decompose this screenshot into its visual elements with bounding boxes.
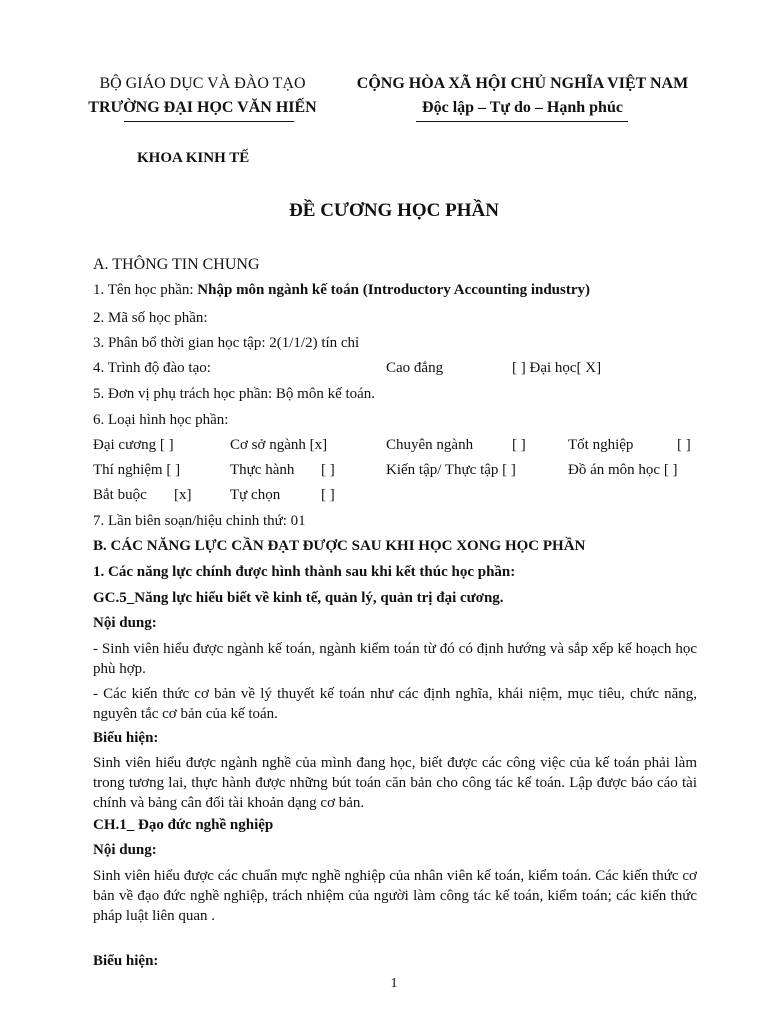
type-project: Đồ án môn học [ ] bbox=[568, 462, 678, 478]
type-compulsory-box: [x] bbox=[174, 487, 192, 503]
type-elective-box: [ ] bbox=[321, 487, 335, 503]
type-practice: Thực hành bbox=[230, 462, 295, 478]
course-type-label: 6. Loại hình học phần: bbox=[93, 412, 229, 428]
university-underline bbox=[124, 121, 294, 122]
training-level-college: Cao đẳng bbox=[386, 360, 444, 376]
main-competencies-heading: 1. Các năng lực chính được hình thành sau khi kết thúc học phần: bbox=[93, 564, 516, 580]
page-number: 1 bbox=[390, 976, 398, 991]
type-specialized-box: [ ] bbox=[512, 437, 526, 453]
course-name-value: Nhập môn ngành kế toán (Introductory Accounting industry) bbox=[197, 282, 591, 298]
type-graduation-box: [ ] bbox=[677, 437, 691, 453]
responsible-unit-line: 5. Đơn vị phụ trách học phần: Bộ môn kế toán. bbox=[93, 386, 376, 402]
section-a-heading: A. THÔNG TIN CHUNG bbox=[93, 256, 260, 273]
gc5-content-p1: - Sinh viên hiểu được ngành kế toán, ngành kiểm toán từ đó có định hướng và sắp xếp kế hoạch học phù hợp. bbox=[93, 641, 697, 677]
ch1-express-label: Biểu hiện: bbox=[93, 953, 159, 969]
gc5-express-label: Biểu hiện: bbox=[93, 730, 159, 746]
training-level-university: [ ] Đại học[ X] bbox=[512, 360, 602, 376]
course-name-line bbox=[93, 282, 590, 299]
ch1-content-p: Sinh viên hiểu được các chuẩn mực nghề nghiệp của nhân viên kế toán, kiểm toán. Các kiến thức cơ bản về đạo đức nghề nghiệp, trách nhiệm của người làm công tác kế toán, kiểm toán; các kiến thức pháp luật liên quan . bbox=[93, 868, 697, 924]
university-name: TRƯỜNG ĐẠI HỌC VĂN HIẾN bbox=[88, 99, 317, 116]
type-internship: Kiến tập/ Thực tập [ ] bbox=[386, 462, 516, 478]
motto-underline bbox=[416, 121, 628, 122]
training-level-label: 4. Trình độ đào tạo: bbox=[93, 360, 211, 376]
ministry-name: BỘ GIÁO DỤC VÀ ĐÀO TẠO bbox=[99, 75, 306, 92]
revision-line: 7. Lần biên soạn/hiệu chỉnh thứ: 01 bbox=[93, 513, 306, 529]
gc5-content-p2: - Các kiến thức cơ bản về lý thuyết kế toán như các định nghĩa, khái niệm, mục tiêu, chức năng, nguyên tắc cơ bản của kế toán. bbox=[93, 686, 697, 722]
time-allocation-line: 3. Phân bổ thời gian học tập: 2(1/1/2) tín chỉ bbox=[93, 335, 360, 351]
type-specialized: Chuyên ngành bbox=[386, 437, 474, 453]
ch1-content-label: Nội dung: bbox=[93, 842, 157, 858]
ch1-heading: CH.1_ Đạo đức nghề nghiệp bbox=[93, 817, 274, 833]
type-practice-box: [ ] bbox=[321, 462, 335, 478]
course-code-line: 2. Mã số học phần: bbox=[93, 310, 208, 326]
type-general: Đại cương [ ] bbox=[93, 437, 174, 453]
section-b-heading: B. CÁC NĂNG LỰC CẦN ĐẠT ĐƯỢC SAU KHI HỌC XONG HỌC PHẦN bbox=[93, 538, 586, 554]
course-name-label: 1. Tên học phần: bbox=[93, 282, 198, 298]
nation-name: CỘNG HÒA XÃ HỘI CHỦ NGHĨA VIỆT NAM bbox=[356, 75, 689, 92]
type-foundation: Cơ sở ngành [x] bbox=[230, 437, 328, 453]
gc5-express-p: Sinh viên hiểu được ngành nghề của mình đang học, biết được các công việc của kế toán phải làm trong tương lai, thực hành được những bút toán căn bản cho công tác kế toán. Lập được báo cáo tài chính và bảng cân đối tài khoản dạng cơ bản. bbox=[93, 755, 697, 811]
document-title: ĐỀ CƯƠNG HỌC PHẦN bbox=[289, 200, 499, 221]
nation-motto: Độc lập – Tự do – Hạnh phúc bbox=[422, 99, 623, 116]
header-nation-block bbox=[340, 72, 705, 120]
gc5-heading: GC.5_Năng lực hiểu biết về kinh tế, quản lý, quản trị đại cương. bbox=[93, 590, 504, 606]
type-lab: Thí nghiệm [ ] bbox=[93, 462, 181, 478]
gc5-content-label: Nội dung: bbox=[93, 615, 157, 631]
faculty-name: KHOA KINH TẾ bbox=[137, 150, 250, 166]
type-elective: Tự chọn bbox=[230, 487, 281, 503]
type-graduation: Tốt nghiệp bbox=[568, 437, 634, 453]
header-ministry-block bbox=[80, 72, 325, 120]
type-compulsory: Bắt buộc bbox=[93, 487, 147, 503]
